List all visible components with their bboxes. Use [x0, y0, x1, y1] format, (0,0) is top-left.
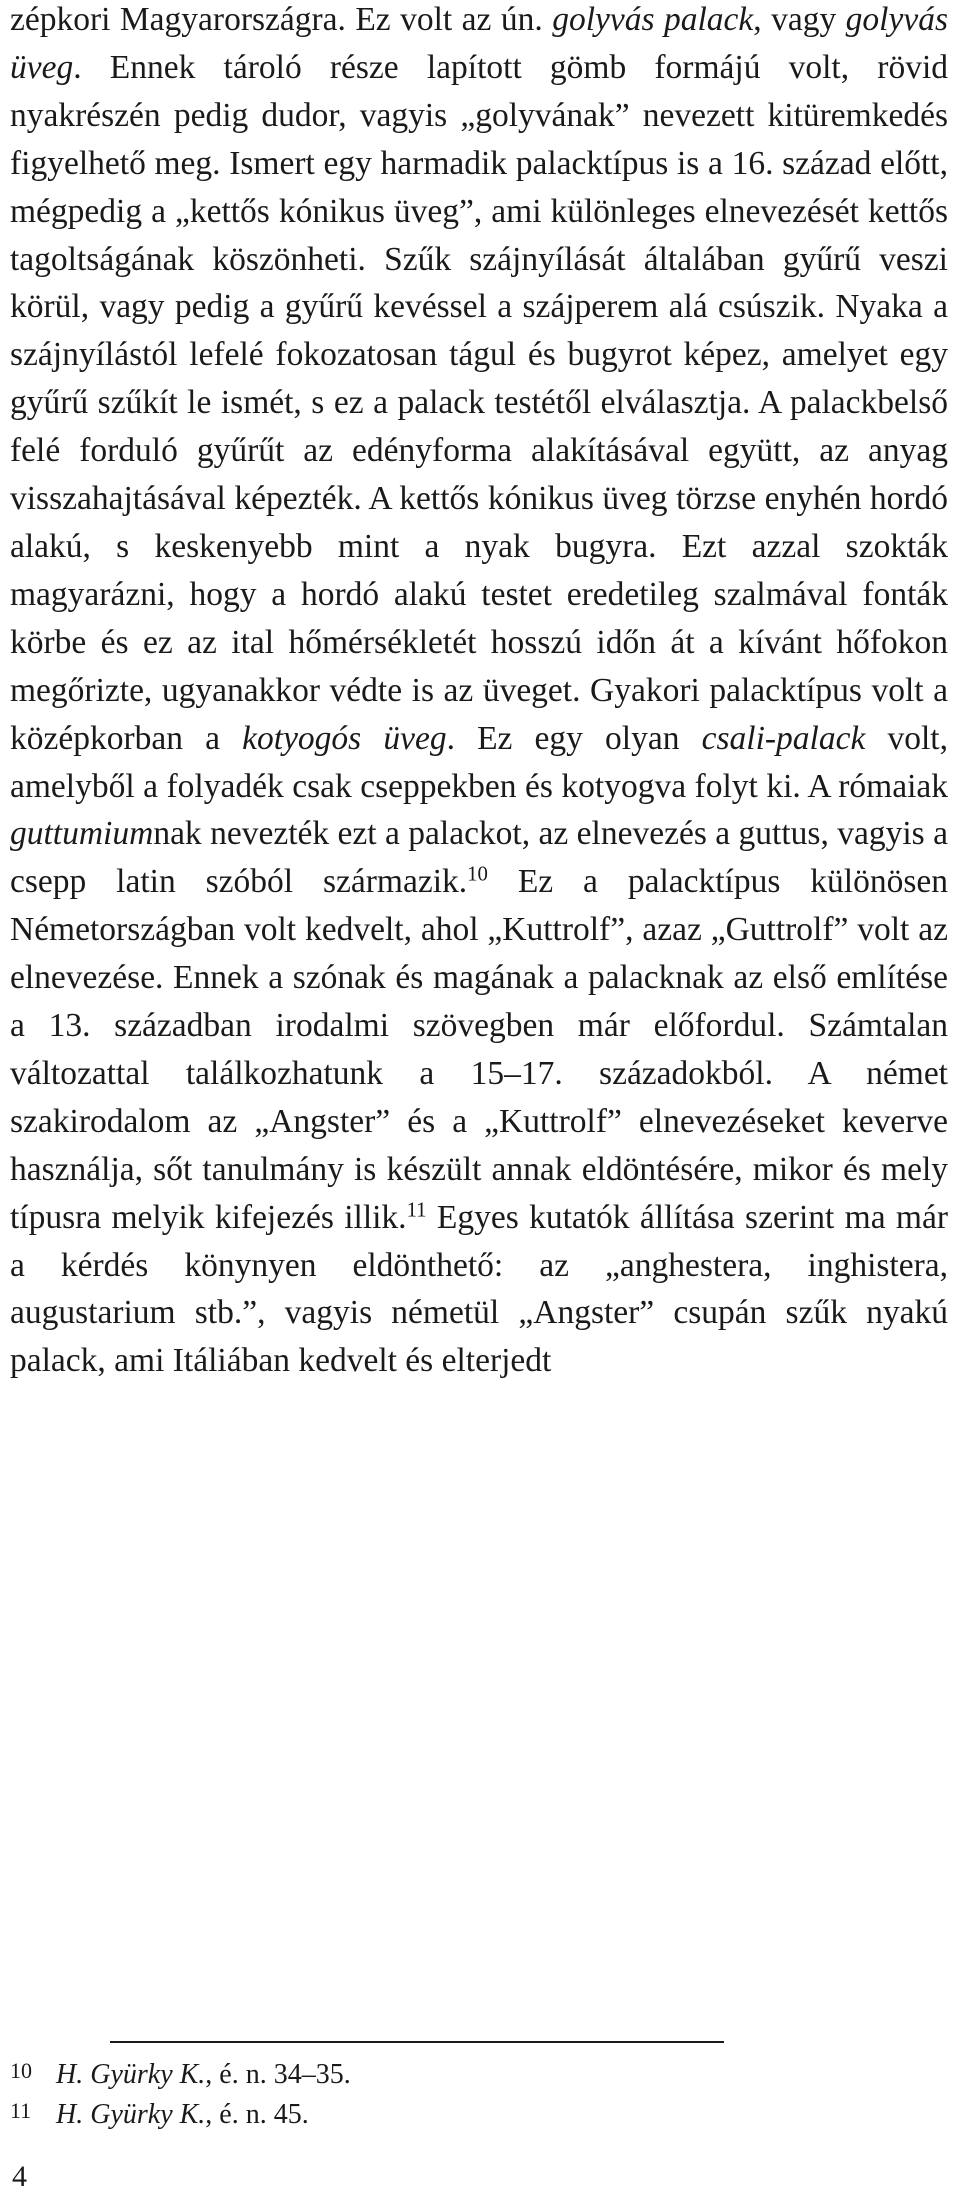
body-text-run: Ez a palacktípus különösen Németországban volt kedvelt, ahol „Kuttrolf”, azaz „Guttrolf” volt az elnevezése. Ennek a szónak és magának a palacknak az első említése a 13. században irodalmi szövegben már előfordul. Számtalan változattal találkozhatunk a 15–17. századokból. A német szakirodalom az „Angster” és a „Kuttrolf” elnevezéseket keverve használja, sőt tanulmány is készült annak eldöntésére, mikor és mely típusra melyik kifejezés illik. [10, 863, 949, 1236]
body-text-run: zépkori Magyarországra. Ez volt az ún. [10, 1, 553, 38]
footnote-reference: 10 [467, 862, 488, 886]
body-text-run: . Ennek tároló része lapított gömb formájú volt, rövid nyakrészén pedig dudor, vagyis „golyvának” nevezett kitüremkedés figyelhető meg. Ismert egy harmadik palacktípus is a 16. század előtt, mégpedig a „kettős kónikus üveg”, ami különleges elnevezését kettős tagoltságának köszönheti. Szűk szájnyílását általában gyűrű veszi körül, vagy pedig a gyűrű kevéssel a szájperem alá csúszik. Nyaka a szájnyílástól lefelé fokozatosan tágul és bugyrot képez, amelyet egy gyűrű szűkít le ismét, s ez a palack testétől elválasztja. A palackbelső felé forduló gyűrűt az edényforma alakításával együtt, az anyag visszahajtásával képezték. A kettős kónikus üveg törzse enyhén hordó alakú, s keskenyebb mint a nyak bugyra. Ezt azzal szokták magyarázni, hogy a hordó alakú testet eredetileg szalmával fonták körbe és ez az ital hőmérsékletét hosszú időn át a kívánt hőfokon megőrizte, ugyanakkor védte is az üveget. Gyakori palacktípus volt a középkorban a [10, 48, 948, 757]
body-paragraph [10, 0, 948, 1385]
footnote-number: 11 [10, 2098, 32, 2123]
footnote-separator [110, 2041, 724, 2043]
footnote-11 [10, 2094, 309, 2132]
footnote-text: , é. n. 34–35. [205, 2059, 351, 2090]
italic-term: golyvás palack [552, 1, 754, 38]
footnote-number: 10 [10, 2058, 32, 2083]
italic-term: golyvás üveg [10, 1, 948, 86]
body-text-run: volt, amelyből a folyadék csak cseppekben és kotyogva folyt ki. A rómaiak [10, 719, 948, 805]
footnote-text: , é. n. 45. [205, 2099, 309, 2130]
book-page [10, 0, 958, 2210]
body-text-run: , vagy [753, 1, 846, 38]
body-text-run: nak nevezték ezt a palackot, az elnevezés a guttus, vagyis a csepp latin szóból származik. [10, 815, 948, 901]
italic-term: csali-palack [701, 719, 866, 757]
footnote-author: H. Gyürky K. [56, 2099, 206, 2130]
footnote-10 [10, 2054, 351, 2092]
italic-term: guttumium [10, 815, 154, 853]
footnote-author: H. Gyürky K. [56, 2059, 206, 2090]
body-text-run: . Ez egy olyan [446, 719, 702, 757]
body-text-run: Egyes kutatók állítása szerint ma már a kérdés könynyen eldönthető: az „anghestera, inghistera, augustarium stb.”, vagyis németül „Angster” csupán szűk nyakú palack, ami Itáliában kedvelt és elterjedt [10, 1198, 948, 1380]
italic-term: kotyogós üveg [242, 719, 447, 757]
page-number: 4 [12, 2160, 27, 2193]
footnote-reference: 11 [406, 1198, 427, 1222]
